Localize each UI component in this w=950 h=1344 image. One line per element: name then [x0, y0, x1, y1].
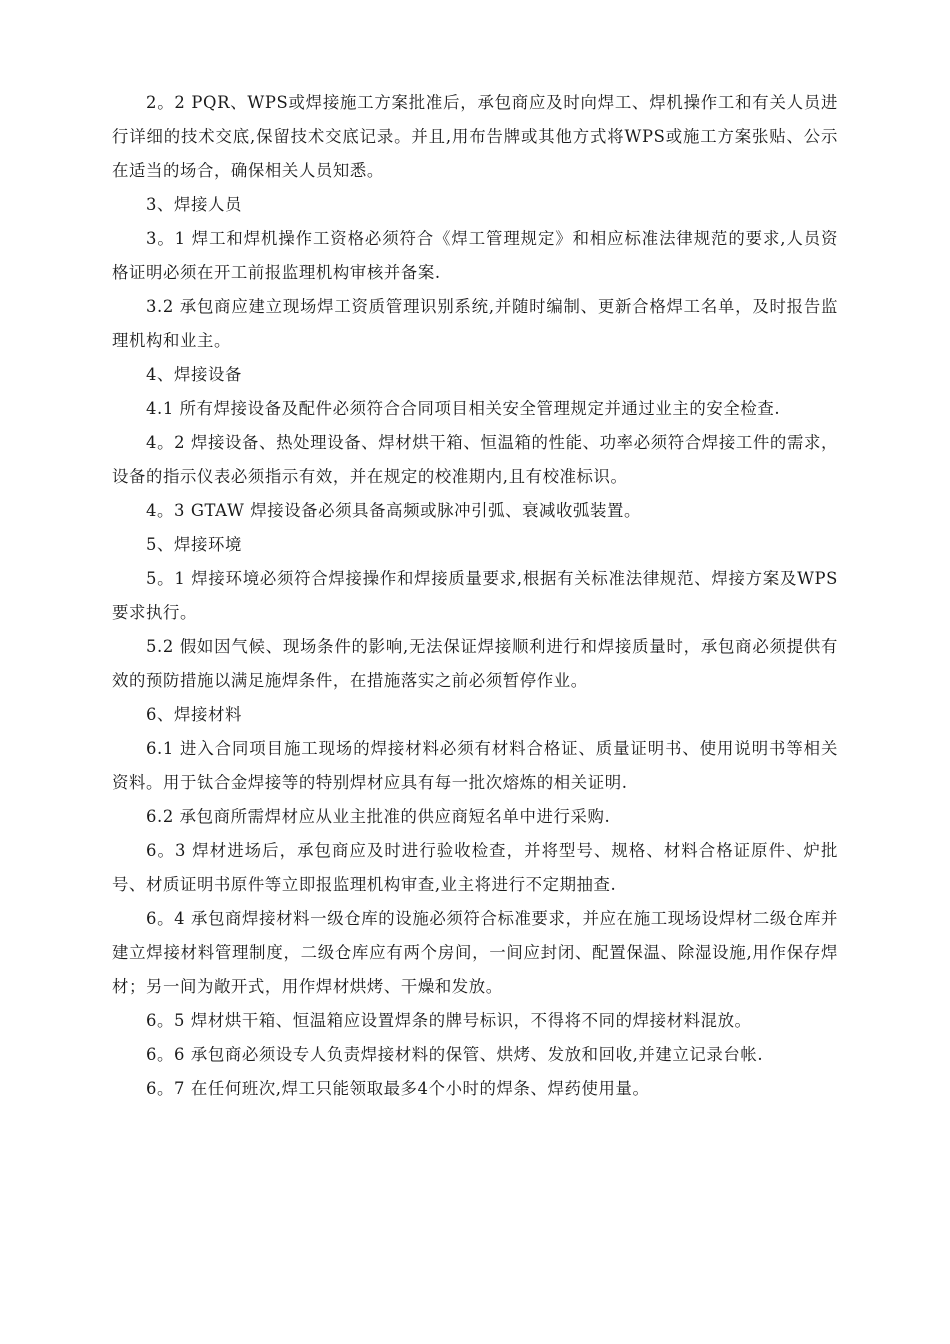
paragraph-6-1: 6.1 进入合同项目施工现场的焊接材料必须有材料合格证、质量证明书、使用说明书等相关资料。用于钛合金焊接等的特别焊材应具有每一批次熔炼的相关证明. — [112, 739, 838, 792]
document-body — [112, 86, 838, 1106]
paragraph-4-3: 4。3 GTAW 焊接设备必须具备高频或脉冲引弧、衰减收弧装置。 — [146, 501, 641, 520]
heading-welding-materials: 6、焊接材料 — [146, 705, 242, 724]
paragraph-6-3: 6。3 焊材进场后，承包商应及时进行验收检查，并将型号、规格、材料合格证原件、炉批号、材质证明书原件等立即报监理机构审查,业主将进行不定期抽查. — [112, 841, 838, 894]
paragraph-6-6: 6。6 承包商必须设专人负责焊接材料的保管、烘烤、发放和回收,并建立记录台帐. — [146, 1045, 764, 1064]
paragraph-5-1: 5。1 焊接环境必须符合焊接操作和焊接质量要求,根据有关标准法律规范、焊接方案及WPS要求执行。 — [112, 569, 838, 622]
paragraph-3-1: 3。1 焊工和焊机操作工资格必须符合《焊工管理规定》和相应标准法律规范的要求,人员资格证明必须在开工前报监理机构审核并备案. — [112, 229, 838, 282]
paragraph-6-2: 6.2 承包商所需焊材应从业主批准的供应商短名单中进行采购. — [146, 807, 611, 826]
heading-welding-personnel: 3、焊接人员 — [146, 195, 242, 214]
paragraph-6-5: 6。5 焊材烘干箱、恒温箱应设置焊条的牌号标识，不得将不同的焊接材料混放。 — [146, 1011, 752, 1030]
heading-welding-environment: 5、焊接环境 — [146, 535, 242, 554]
heading-welding-equipment: 4、焊接设备 — [146, 365, 242, 384]
paragraph-3-2: 3.2 承包商应建立现场焊工资质管理识别系统,并随时编制、更新合格焊工名单，及时报告监理机构和业主。 — [112, 297, 838, 350]
paragraph-2-2: 2。2 PQR、WPS或焊接施工方案批准后，承包商应及时向焊工、焊机操作工和有关人员进行详细的技术交底,保留技术交底记录。并且,用布告牌或其他方式将WPS或施工方案张贴、公示在适当的场合，确保相关人员知悉。 — [112, 93, 838, 180]
paragraph-6-4: 6。4 承包商焊接材料一级仓库的设施必须符合标准要求，并应在施工现场设焊材二级仓库并建立焊接材料管理制度，二级仓库应有两个房间，一间应封闭、配置保温、除湿设施,用作保存焊材；另一间为敞开式，用作焊材烘烤、干燥和发放。 — [112, 909, 838, 996]
paragraph-6-7: 6。7 在任何班次,焊工只能领取最多4个小时的焊条、焊药使用量。 — [146, 1079, 650, 1098]
paragraph-4-1: 4.1 所有焊接设备及配件必须符合合同项目相关安全管理规定并通过业主的安全检查. — [146, 399, 781, 418]
paragraph-5-2: 5.2 假如因气候、现场条件的影响,无法保证焊接顺利进行和焊接质量时，承包商必须提供有效的预防措施以满足施焊条件，在措施落实之前必须暂停作业。 — [112, 637, 838, 690]
paragraph-4-2: 4。2 焊接设备、热处理设备、焊材烘干箱、恒温箱的性能、功率必须符合焊接工件的需求，设备的指示仪表必须指示有效，并在规定的校准期内,且有校准标识。 — [112, 433, 838, 486]
